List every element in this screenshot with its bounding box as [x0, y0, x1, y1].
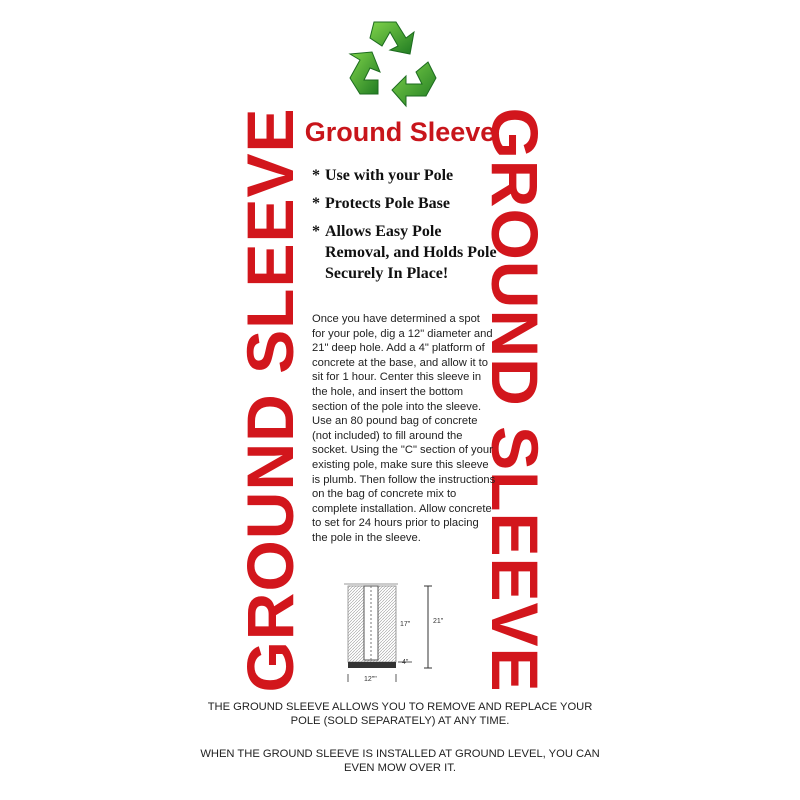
recycle-icon: [344, 16, 440, 108]
bullet-marker: *: [312, 195, 320, 212]
hole-depth-label: 21": [433, 618, 444, 625]
bullet-marker: *: [312, 167, 320, 184]
page-title: Ground Sleeve: [304, 117, 496, 147]
footer-note-mow: WHEN THE GROUND SLEEVE IS INSTALLED AT GROUND LEVEL, YOU CAN EVEN MOW OVER IT.: [200, 748, 600, 774]
side-label-right: GROUND SLEEVE: [478, 107, 552, 693]
feature-item: [312, 165, 500, 186]
concrete-platform: [348, 662, 396, 668]
bullet-marker: *: [312, 223, 320, 240]
installation-instructions: Once you have determined a spot for your pole, dig a 12" diameter and 21" deep hole. Add a 4" platform of concrete at the base, and allow it to sit for 1 hour. Center this sleeve in the hole, and insert the bottom section of the pole into the sleeve. Use an 80 pound bag of concrete (not included) to fill around the socket. Using the "C" section of your existing pole, make sure this sleeve is plumb. Then follow the instructions on the bag of concrete mix to complete installation. Allow concrete to set for 24 hours prior to placing the pole in the sleeve.: [312, 313, 496, 544]
diameter-label: 12"": [364, 676, 377, 683]
feature-text: Allows Easy Pole Removal, and Holds Pole Securely In Place!: [325, 223, 497, 282]
feature-item: [312, 193, 500, 214]
footer-note-removal: THE GROUND SLEEVE ALLOWS YOU TO REMOVE AND REPLACE YOUR POLE (SOLD SEPARATELY) AT ANY TIME.: [207, 701, 593, 727]
feature-item: [312, 221, 500, 284]
platform-label: 4": [402, 659, 409, 666]
feature-text: Use with your Pole: [325, 167, 454, 184]
side-label-left: GROUND SLEEVE: [233, 107, 307, 693]
feature-text: Protects Pole Base: [325, 195, 450, 212]
sleeve-diagram: [340, 578, 445, 688]
sleeve-height-label: 17": [400, 621, 411, 628]
feature-list: [312, 165, 500, 291]
